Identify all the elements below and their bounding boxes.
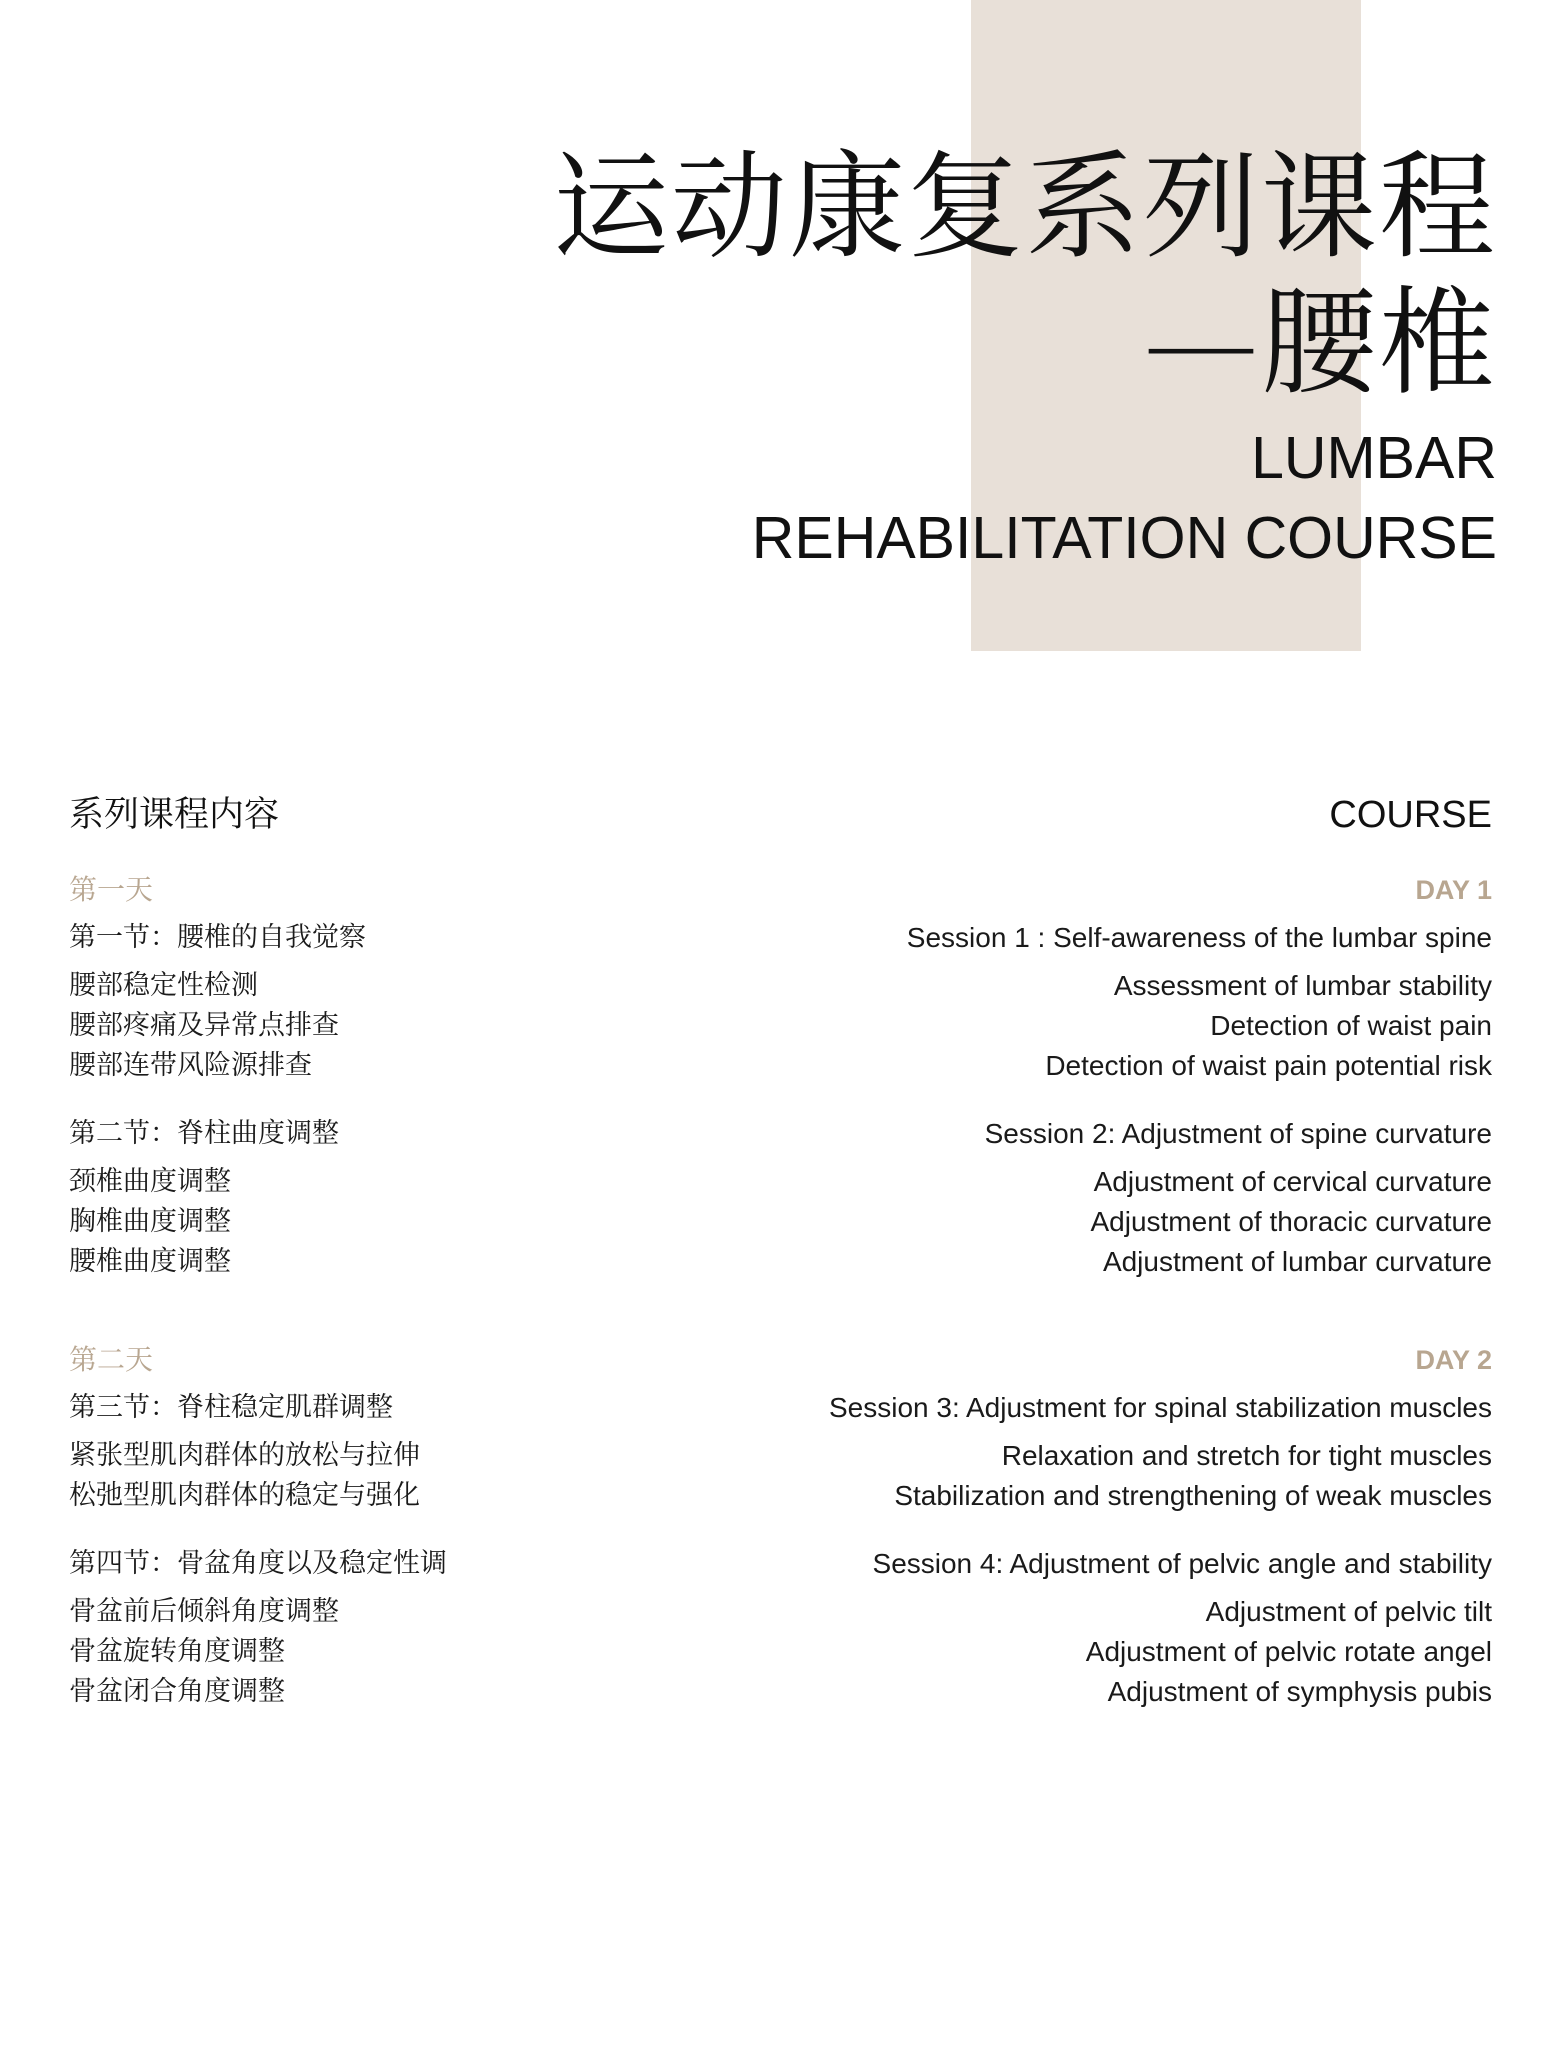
session-block (69, 1114, 447, 1282)
course-content-en (829, 790, 1492, 1770)
list-item: 骨盆前后倾斜角度调整 (69, 1596, 339, 1627)
session-block (829, 1114, 1492, 1282)
list-item: Detection of waist pain (1210, 1010, 1492, 1041)
session-title: 第四节：骨盆角度以及稳定性调 (69, 1548, 447, 1579)
list-item: 腰部连带风险源排查 (69, 1050, 312, 1081)
session-title: Session 2: Adjustment of spine curvature (984, 1118, 1492, 1149)
list-item: Stabilization and strengthening of weak muscles (894, 1480, 1492, 1511)
list-item: Adjustment of symphysis pubis (1107, 1676, 1492, 1707)
list-item: 颈椎曲度调整 (69, 1166, 231, 1197)
list-item: 松弛型肌肉群体的稳定与强化 (69, 1480, 420, 1511)
title-block (553, 140, 1497, 578)
list-item: Assessment of lumbar stability (1113, 970, 1492, 1001)
session-title: Session 1 : Self-awareness of the lumbar spine (906, 922, 1492, 953)
session-block (69, 1544, 447, 1712)
list-item: 腰部疼痛及异常点排查 (69, 1010, 339, 1041)
day-block-en-2 (829, 1340, 1492, 1712)
list-item: 骨盆闭合角度调整 (69, 1676, 285, 1707)
session-title: Session 4: Adjustment of pelvic angle and stability (872, 1548, 1492, 1579)
list-item: Adjustment of pelvic tilt (1205, 1596, 1492, 1627)
page-title-en-line1: LUMBAR (1251, 425, 1497, 491)
list-item: Adjustment of pelvic rotate angel (1085, 1636, 1492, 1667)
day-block-cn-1 (69, 870, 447, 1282)
session-title: Session 3: Adjustment for spinal stabilization muscles (829, 1392, 1492, 1423)
session-block (829, 1544, 1492, 1712)
day-label: DAY 2 (1415, 1345, 1492, 1375)
session-block (829, 1388, 1492, 1516)
session-block (69, 1388, 447, 1516)
list-item: Adjustment of thoracic curvature (1090, 1206, 1492, 1237)
list-item: Adjustment of lumbar curvature (1102, 1246, 1492, 1277)
list-item: 骨盆旋转角度调整 (69, 1636, 285, 1667)
page-title-cn-line2: —腰椎 (1143, 276, 1497, 411)
page-title-cn-line1: 运动康复系列课程 (553, 140, 1497, 275)
section-heading-en: COURSE (1329, 794, 1492, 836)
day-block-cn-2 (69, 1340, 447, 1712)
list-item: 紧张型肌肉群体的放松与拉伸 (69, 1440, 420, 1471)
list-item: Detection of waist pain potential risk (1045, 1050, 1492, 1081)
session-block (69, 918, 447, 1086)
session-title: 第三节：脊柱稳定肌群调整 (69, 1392, 393, 1423)
list-item: Adjustment of cervical curvature (1093, 1166, 1492, 1197)
page-title-en-line2: REHABILITATION COURSE (751, 505, 1497, 571)
day-label: 第一天 (69, 873, 154, 906)
list-item: Relaxation and stretch for tight muscles (1001, 1440, 1492, 1471)
list-item: 腰椎曲度调整 (69, 1246, 231, 1277)
day-label: DAY 1 (1415, 875, 1492, 905)
list-item: 腰部稳定性检测 (69, 970, 258, 1001)
session-block (829, 918, 1492, 1086)
section-heading-cn: 系列课程内容 (69, 795, 280, 835)
day-label: 第二天 (69, 1343, 154, 1376)
list-item: 胸椎曲度调整 (69, 1206, 231, 1237)
course-content-cn (69, 790, 447, 1770)
day-block-en-1 (829, 870, 1492, 1282)
session-title: 第一节：腰椎的自我觉察 (69, 922, 366, 953)
session-title: 第二节：脊柱曲度调整 (69, 1118, 339, 1149)
